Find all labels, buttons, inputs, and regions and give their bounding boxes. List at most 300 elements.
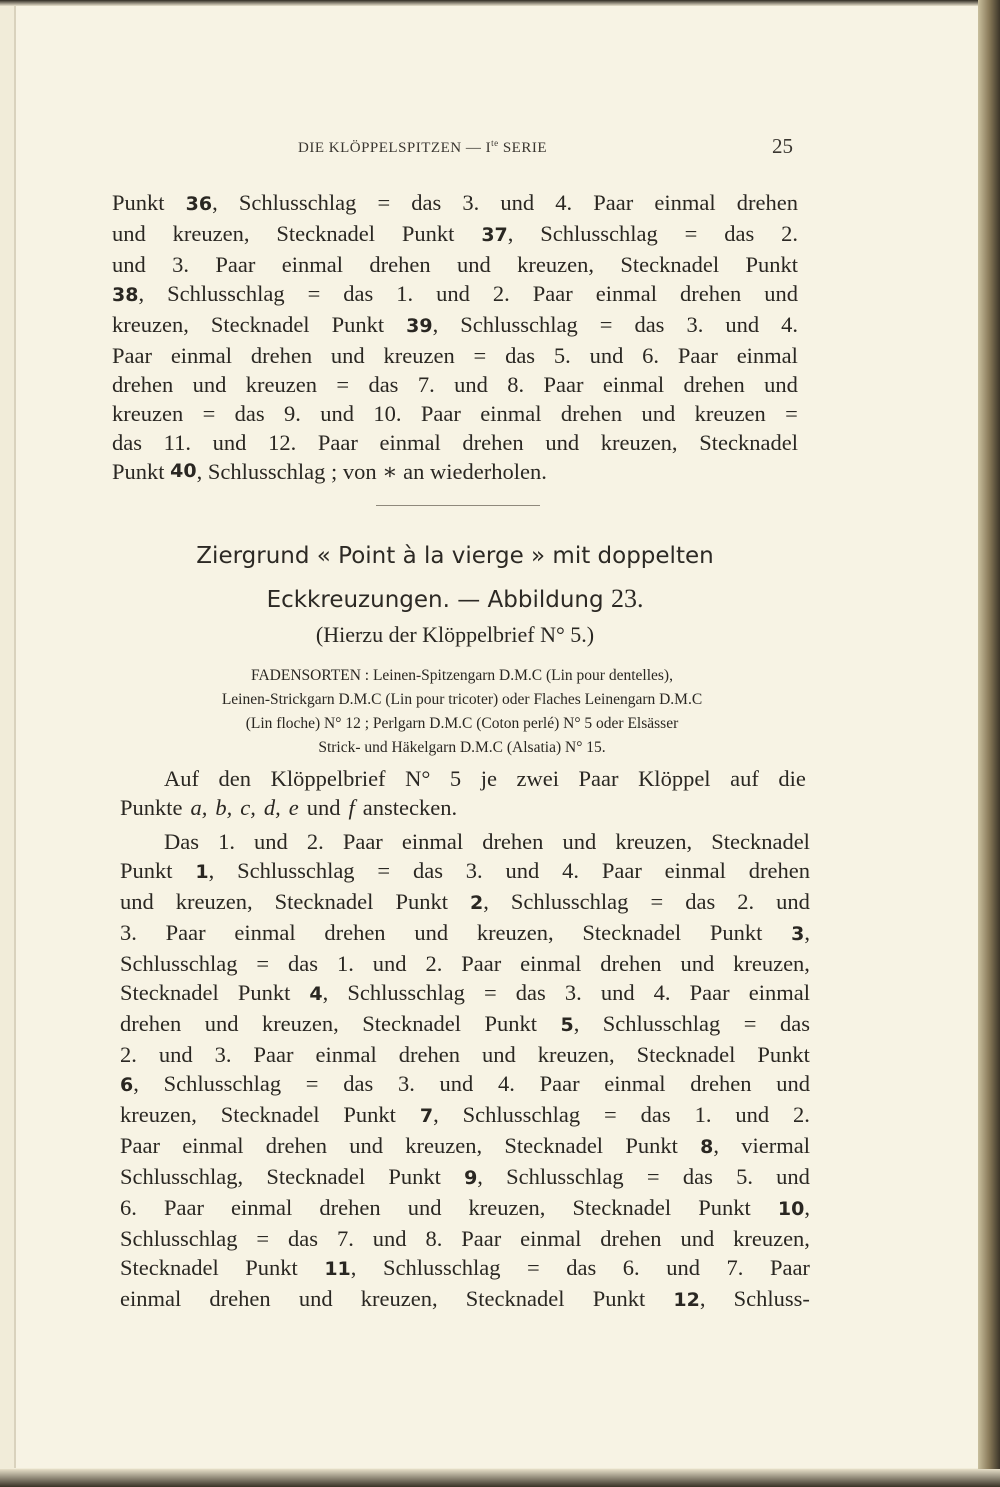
text-word: einmal <box>281 252 344 277</box>
text-line <box>120 856 810 887</box>
text-word: 3. <box>462 190 480 215</box>
text-word: b, <box>215 795 233 820</box>
text-word: = <box>646 1164 660 1189</box>
text-word: kreuzen <box>245 372 317 397</box>
text-word: = <box>377 858 391 883</box>
text-word: Punkt <box>112 190 165 215</box>
text-line <box>120 764 806 793</box>
point-number: 37 <box>481 224 508 246</box>
text-word: drehen <box>748 858 810 883</box>
text-word: Paar <box>420 401 461 426</box>
text-word: 8. <box>507 372 525 397</box>
text-word: und <box>545 430 580 455</box>
text-word: und <box>589 343 624 368</box>
text-word: 36, <box>185 190 218 215</box>
text-fragment: , Schlusschlag ; von ∗ an wiederholen. <box>196 459 547 484</box>
text-word: 6. <box>622 1255 640 1280</box>
text-word: Punkt <box>709 920 763 945</box>
text-word: = <box>473 343 487 368</box>
text-line <box>112 279 798 310</box>
text-word: Schlusschlag <box>237 858 355 883</box>
text-word: Stecknadel <box>210 312 310 337</box>
text-word: 2. <box>781 221 798 246</box>
text-word: Stecknadel <box>266 1164 366 1189</box>
text-word: einmal <box>520 951 582 976</box>
text-word: das <box>288 1226 319 1251</box>
text-word: einmal <box>234 920 296 945</box>
text-word: e <box>288 795 299 820</box>
text-word: Stecknadel <box>276 221 376 246</box>
text-word: 6. <box>120 1195 137 1220</box>
text-line <box>120 978 810 1009</box>
text-word: und <box>454 372 488 397</box>
text-word: Stecknadel <box>220 1102 320 1127</box>
text-line <box>120 1193 810 1224</box>
text-word: Paar <box>677 343 718 368</box>
text-word: Stecknadel <box>636 1042 736 1067</box>
text-word: 38, <box>112 281 145 306</box>
text-word: das <box>724 221 755 246</box>
text-word: kreuzen, <box>120 1102 197 1127</box>
text-word: Paar <box>215 252 256 277</box>
paragraph-instructions-intro <box>120 764 806 822</box>
text-word: = <box>527 1255 540 1280</box>
text-word: einmal <box>604 1071 666 1096</box>
text-word: Punkt <box>592 1286 646 1311</box>
text-word: 3. <box>564 980 582 1005</box>
page-number: 25 <box>772 134 793 158</box>
text-word: kreuzen, <box>261 1011 339 1036</box>
section-title-line1: Ziergrund « Point à la vierge » mit doppelten <box>196 543 714 569</box>
text-word: viermal <box>741 1133 810 1158</box>
text-word: 1. <box>336 951 354 976</box>
text-word: kreuzen, <box>517 252 594 277</box>
text-word: drehen <box>680 281 742 306</box>
text-word: Paar <box>769 1255 810 1280</box>
page-bottom-edge <box>0 1469 1000 1487</box>
text-word: 2. <box>492 281 510 306</box>
text-word: Stecknadel <box>711 829 810 854</box>
text-word: und <box>505 858 540 883</box>
text-word: drehen <box>398 1042 461 1067</box>
text-word: und <box>500 190 535 215</box>
text-word: Punkt <box>331 312 385 337</box>
text-word: = <box>202 401 216 426</box>
text-word: und <box>320 401 355 426</box>
text-line <box>120 1131 810 1162</box>
text-word: drehen <box>112 372 174 397</box>
text-word: Schlusschlag <box>510 889 629 914</box>
text-word: 2. <box>793 1102 810 1127</box>
text-word: und <box>666 1255 700 1280</box>
point-number: 38 <box>112 284 139 306</box>
section-subtitle: (Hierzu der Klöppelbrief N° 5.) <box>315 622 595 647</box>
text-word: das <box>682 1164 713 1189</box>
text-word: das <box>505 343 536 368</box>
text-word: Paar <box>253 1042 294 1067</box>
text-word: und <box>298 1286 333 1311</box>
text-word: = <box>377 190 391 215</box>
text-word: 7. <box>726 1255 744 1280</box>
text-word: 11, <box>324 1255 357 1280</box>
text-line <box>120 1100 810 1131</box>
text-word: 7. <box>417 372 435 397</box>
text-word: Stecknadel <box>120 980 219 1005</box>
text-word: kreuzen, <box>360 1286 438 1311</box>
text-word: Punkt <box>245 1255 298 1280</box>
text-word: = <box>604 1102 617 1127</box>
text-word: drehen <box>250 343 313 368</box>
text-word: 7. <box>336 1226 354 1251</box>
text-line <box>112 370 798 399</box>
text-word: Schlusschlag <box>120 951 238 976</box>
text-word: Schlusschlag <box>347 980 465 1005</box>
text-word: Paar <box>165 920 206 945</box>
section-divider <box>376 505 540 506</box>
text-word: einmal <box>736 343 798 368</box>
text-word: und <box>764 281 798 306</box>
text-word: das <box>112 430 142 455</box>
text-word: Schlusschlag, <box>120 1164 244 1189</box>
text-word: 3, <box>791 920 810 945</box>
text-word: Schlusschlag <box>163 1071 282 1096</box>
text-word: = <box>307 281 321 306</box>
text-word: Stecknadel <box>620 252 720 277</box>
text-word: Das <box>164 829 199 854</box>
text-word: 1, <box>195 858 215 883</box>
text-word: drehen <box>690 1071 752 1096</box>
text-word: 6, <box>120 1071 139 1096</box>
text-word: 2. <box>425 951 443 976</box>
text-word: und <box>254 829 288 854</box>
text-word: das <box>368 372 399 397</box>
text-word: kreuzen, <box>733 951 810 976</box>
text-word: einmal <box>664 858 726 883</box>
text-word: das <box>412 858 443 883</box>
thread-materials <box>112 664 812 760</box>
text-line <box>112 428 798 457</box>
text-word: und <box>680 1226 715 1251</box>
text-line <box>112 399 798 428</box>
text-word: Punkt <box>401 221 455 246</box>
text-word: kreuzen, <box>476 920 554 945</box>
text-word: und <box>482 1042 516 1067</box>
text-line <box>120 1040 810 1069</box>
text-word: drehen <box>683 372 745 397</box>
text-word: 5 <box>449 766 462 791</box>
text-word: drehen <box>209 1286 271 1311</box>
text-word: = <box>599 312 613 337</box>
text-word: und <box>372 951 407 976</box>
text-word: Klöppel <box>638 766 711 791</box>
text-word: zwei <box>516 766 559 791</box>
text-word: Paar <box>593 190 634 215</box>
text-word: und <box>600 980 635 1005</box>
text-word: Stecknadel <box>504 1133 604 1158</box>
text-word: kreuzen, <box>733 1226 810 1251</box>
text-word: Paar <box>120 1133 160 1158</box>
text-line <box>120 827 810 856</box>
text-word: drehen <box>600 1226 662 1251</box>
text-word: = <box>305 1071 319 1096</box>
text-word: kreuzen, <box>537 1042 615 1067</box>
text-word: das <box>411 190 442 215</box>
text-word: = <box>483 980 497 1005</box>
book-spine-edge <box>978 0 1000 1487</box>
text-word: Stecknadel <box>274 889 374 914</box>
text-word: 7, <box>419 1102 439 1127</box>
text-word: einmal <box>315 1042 377 1067</box>
text-word: das <box>343 281 374 306</box>
text-word: und <box>112 252 146 277</box>
text-word: Stecknadel <box>120 1255 219 1280</box>
text-word: 1. <box>218 829 235 854</box>
text-word: = <box>684 221 698 246</box>
text-line <box>120 1224 810 1253</box>
text-word: Punkt <box>745 252 798 277</box>
text-word: Paar <box>461 1226 502 1251</box>
text-word: und <box>680 951 715 976</box>
text-line <box>120 918 810 949</box>
text-word: das <box>343 1071 374 1096</box>
text-word: 4. <box>653 980 671 1005</box>
text-word: und <box>735 1102 770 1127</box>
text-word: drehen <box>319 1195 381 1220</box>
text-word: 10. <box>373 401 402 426</box>
text-line <box>112 341 798 370</box>
text-word: kreuzen, <box>600 430 678 455</box>
text-word: und <box>372 1226 407 1251</box>
text-word: und <box>641 401 676 426</box>
text-word: und <box>112 221 146 246</box>
text-word: Punkt <box>698 1195 751 1220</box>
text-line <box>120 887 810 918</box>
text-line <box>120 1253 810 1284</box>
text-word: das <box>685 889 716 914</box>
text-line <box>120 1069 810 1100</box>
text-word: Paar <box>578 766 619 791</box>
text-word: die <box>778 766 806 791</box>
point-number: 36 <box>185 193 213 215</box>
text-word: Schlusschlag <box>540 221 658 246</box>
text-word: und <box>776 1071 810 1096</box>
text-word: kreuzen, <box>172 221 250 246</box>
text-line <box>120 949 810 978</box>
text-word: drehen <box>369 252 431 277</box>
text-word: einmal <box>401 829 464 854</box>
text-word: 4. <box>781 312 798 337</box>
text-word: drehen <box>482 829 544 854</box>
text-word: 12. <box>268 430 297 455</box>
text-word: und <box>439 1071 474 1096</box>
point-number: 40 <box>170 460 197 482</box>
text-word: Stecknadel <box>362 1011 461 1036</box>
text-word: drehen <box>560 401 623 426</box>
section-title-line2: Eckkreuzungen. — Abbildung 23. <box>266 584 644 613</box>
text-word: 3. <box>686 312 704 337</box>
text-word: Schluss- <box>733 1286 810 1311</box>
text-word: Punkt <box>120 858 173 883</box>
text-word: Schlusschlag <box>382 1255 501 1280</box>
text-word: = <box>336 372 350 397</box>
text-word: 9, <box>464 1164 483 1189</box>
text-line <box>112 219 798 250</box>
text-word: und <box>349 1133 383 1158</box>
text-word: und <box>192 372 227 397</box>
text-word: c, <box>240 795 256 820</box>
text-word: Stecknadel <box>699 430 798 455</box>
text-word: kreuzen <box>383 343 455 368</box>
text-word: 3. <box>397 1071 415 1096</box>
text-word: drehen <box>120 1011 182 1036</box>
text-word: Paar <box>532 281 573 306</box>
text-word: und <box>212 430 247 455</box>
text-word: 5. <box>553 343 571 368</box>
text-word: das <box>779 1011 810 1036</box>
text-word: 4. <box>562 858 579 883</box>
text-word: Paar <box>461 951 502 976</box>
text-word: und <box>764 372 798 397</box>
materials-line: FADENSORTEN : Leinen-Spitzengarn D.M.C (Lin pour dentelles), <box>251 667 673 684</box>
text-word: das <box>515 980 546 1005</box>
text-word: und <box>306 795 341 820</box>
text-word: einmal <box>520 1226 582 1251</box>
text-line <box>120 1284 810 1315</box>
text-word: kreuzen, <box>112 312 189 337</box>
paragraph-continued <box>112 188 798 486</box>
running-header: DIE KLÖPPELSPITZEN — $I^{te}$ SERIE <box>298 138 547 156</box>
text-word: das <box>566 1255 597 1280</box>
text-line <box>120 1162 810 1193</box>
text-word: und <box>158 1042 193 1067</box>
text-word: Paar <box>163 1195 204 1220</box>
text-word: einmal <box>480 401 542 426</box>
text-word: Paar <box>317 430 358 455</box>
point-number: 39 <box>406 315 433 337</box>
text-word: kreuzen <box>694 401 766 426</box>
text-word: einmal <box>595 281 657 306</box>
text-word: Paar <box>601 858 642 883</box>
text-word: Paar <box>112 343 152 368</box>
text-word: anstecken. <box>362 795 458 820</box>
text-word: 3. <box>465 858 483 883</box>
text-word: Stecknadel <box>572 1195 672 1220</box>
text-word: und <box>776 889 810 914</box>
text-word: 12, <box>673 1286 706 1311</box>
text-word: Punkte <box>120 795 183 820</box>
text-word: Schlusschlag <box>460 312 578 337</box>
text-word: 9. <box>284 401 301 426</box>
text-fragment: Punkt <box>112 459 165 484</box>
text-word: und <box>457 252 491 277</box>
text-word: den <box>218 766 252 791</box>
text-word: 2. <box>306 829 324 854</box>
text-word: 37, <box>481 221 514 246</box>
text-word: 3. <box>120 920 137 945</box>
text-word: f <box>348 795 355 820</box>
text-word: kreuzen, <box>175 889 253 914</box>
text-word: einmal <box>379 430 441 455</box>
text-word: einmal <box>748 980 810 1005</box>
text-word: Paar <box>342 829 383 854</box>
text-word: einmal <box>654 190 716 215</box>
text-word: und <box>204 1011 239 1036</box>
text-word: kreuzen, <box>468 1195 546 1220</box>
text-word: 4. <box>498 1071 515 1096</box>
text-word: 1. <box>396 281 414 306</box>
text-word: 10, <box>777 1195 810 1220</box>
text-word: Schlusschlag <box>602 1011 721 1036</box>
text-word: Schlusschlag <box>462 1102 581 1127</box>
text-word: = <box>650 889 664 914</box>
text-word: Schlusschlag <box>238 190 357 215</box>
text-word: einmal <box>170 343 233 368</box>
materials-line: (Lin floche) N° 12 ; Perlgarn D.M.C (Coton perlé) N° 5 oder Elsässer <box>245 715 679 732</box>
text-word: 11. <box>163 430 191 455</box>
text-word: das <box>288 951 319 976</box>
text-word: und <box>725 312 760 337</box>
text-word: Schlusschlag <box>167 281 285 306</box>
text-word: je <box>480 766 497 791</box>
text-word: kreuzen, <box>615 829 693 854</box>
text-word: Paar <box>539 1071 580 1096</box>
text-line <box>112 250 798 279</box>
text-word: und <box>407 1195 442 1220</box>
text-word: Auf <box>164 766 199 791</box>
text-word: Punkt <box>625 1133 678 1158</box>
text-word: = <box>256 1226 270 1251</box>
text-word: 5, <box>560 1011 580 1036</box>
text-word: und <box>414 920 449 945</box>
materials-line: Leinen-Strickgarn D.M.C (Lin pour tricoter) oder Flaches Leinengarn D.M.C <box>221 691 703 708</box>
text-word: 8. <box>425 1226 443 1251</box>
text-word: drehen <box>462 430 524 455</box>
text-word: 1. <box>694 1102 712 1127</box>
text-word: einmal <box>602 372 665 397</box>
text-word: Paar <box>543 372 584 397</box>
text-word: Klöppelbrief <box>270 766 386 791</box>
text-line <box>112 310 798 341</box>
text-word: drehen <box>736 190 798 215</box>
text-word: kreuzen, <box>405 1133 483 1158</box>
text-word: Schlusschlag <box>506 1164 624 1189</box>
text-word: 2. <box>120 1042 137 1067</box>
text-word: 2. <box>737 889 755 914</box>
paragraph-instructions <box>120 827 810 1315</box>
text-word: 3. <box>172 252 190 277</box>
text-word: 4, <box>309 980 329 1005</box>
text-word: d, <box>263 795 281 820</box>
text-line <box>120 793 806 822</box>
text-word: N° <box>405 766 431 791</box>
text-word: und <box>776 1164 810 1189</box>
text-word: 4. <box>555 190 573 215</box>
text-word: einmal <box>231 1195 293 1220</box>
text-word: 8, <box>700 1133 719 1158</box>
text-word: kreuzen <box>112 401 184 426</box>
text-word: 2, <box>470 889 489 914</box>
text-word: das <box>640 1102 671 1127</box>
text-line <box>112 188 798 219</box>
text-word: 5. <box>736 1164 753 1189</box>
materials-line: Strick- und Häkelgarn D.M.C (Alsatia) N° 15. <box>318 739 606 756</box>
text-word: auf <box>730 766 759 791</box>
text-word: = <box>785 401 798 426</box>
text-word: das <box>234 401 265 426</box>
text-word: Stecknadel <box>465 1286 565 1311</box>
text-line <box>112 457 798 486</box>
text-word: drehen <box>600 951 662 976</box>
